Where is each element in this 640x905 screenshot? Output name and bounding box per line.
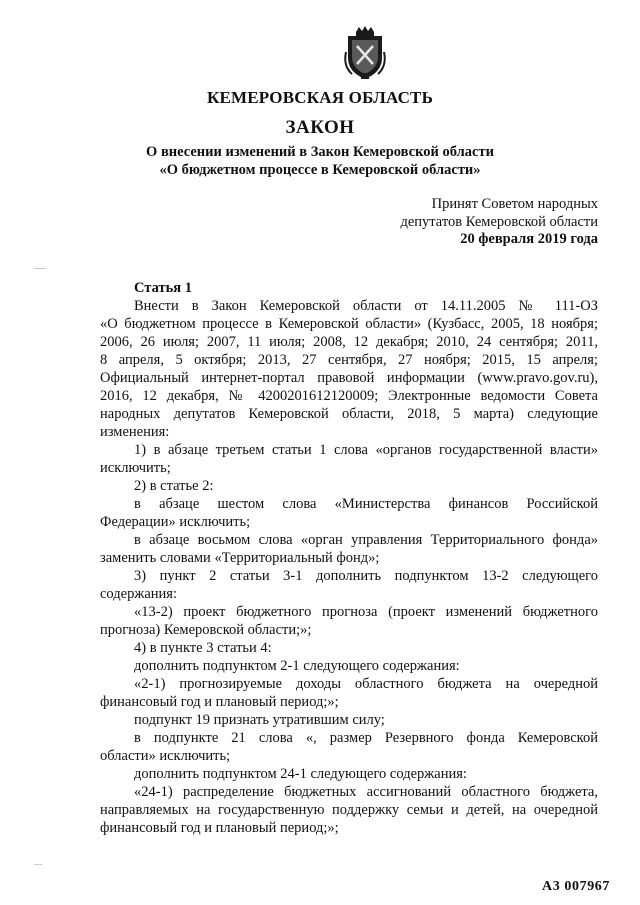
- body-line: 2) в статье 2:: [134, 478, 214, 494]
- law-subtitle-line-1: О внесении изменений в Закон Кемеровской области: [146, 144, 494, 160]
- body-line: «13-2) проект бюджетного прогноза (проект изменений бюджетного: [134, 604, 598, 620]
- body-line: 8 апреля, 5 октября; 2013, 27 сентября, 27 ноября; 2015, 15 апреля;: [100, 352, 598, 368]
- body-line: 4) в пункте 3 статьи 4:: [134, 640, 272, 656]
- body-line: Внести в Закон Кемеровской области от 14.11.2005 № 111-ОЗ: [134, 298, 598, 314]
- body-line: Федерации» исключить;: [100, 514, 251, 530]
- body-line: исключить;: [100, 460, 171, 476]
- body-line: финансовый год и плановый период;»;: [100, 694, 339, 710]
- body-line: изменения:: [100, 424, 170, 440]
- body-line: подпункт 19 признать утратившим силу;: [134, 712, 385, 728]
- adoption-block: [400, 196, 598, 249]
- body-line: содержания:: [100, 586, 178, 602]
- margin-mark: [34, 864, 42, 865]
- body-line: «24-1) распределение бюджетных ассигнований областного бюджета,: [134, 784, 598, 800]
- body-line: 2016, 12 декабря, № 4200201612120009; Электронные ведомости Совета: [100, 388, 598, 404]
- body-line: Официальный интернет-портал правовой информации (www.pravo.gov.ru),: [100, 370, 598, 386]
- body-line: 1) в абзаце третьем статьи 1 слова «органов государственной власти»: [134, 442, 598, 458]
- body-line: в абзаце восьмом слова «орган управления Территориального фонда»: [134, 532, 598, 548]
- body-line: народных депутатов Кемеровской области, 2018, 5 марта) следующие: [100, 406, 598, 422]
- adoption-date: 20 февраля 2019 года: [460, 231, 598, 247]
- body-line: направляемых на государственную поддержку семьи и детей, на очередной: [100, 802, 598, 818]
- body-line: дополнить подпунктом 2-1 следующего содержания:: [134, 658, 460, 674]
- serial-number: А3 007967: [541, 879, 610, 894]
- adoption-line-2: депутатов Кемеровской области: [400, 213, 598, 230]
- body-line: в подпункте 21 слова «, размер Резервного фонда Кемеровской: [134, 730, 598, 746]
- body-line: финансовый год и плановый период;»;: [100, 820, 339, 836]
- article-heading: Статья 1: [134, 280, 192, 296]
- body-line: 2006, 26 июля; 2007, 11 июля; 2008, 12 декабря; 2010, 24 сентября; 2011,: [100, 334, 598, 350]
- body-line: 3) пункт 2 статьи 3-1 дополнить подпунктом 13-2 следующего: [134, 568, 598, 584]
- body-line: в абзаце шестом слова «Министерства финансов Российской: [134, 496, 598, 512]
- law-subtitle-line-2: «О бюджетном процессе в Кемеровской области»: [159, 162, 481, 178]
- body-line: «2-1) прогнозируемые доходы областного бюджета на очередной: [134, 676, 598, 692]
- body-line: области» исключить;: [100, 748, 231, 764]
- adoption-line-1: Принят Советом народных: [431, 196, 598, 212]
- document-type: ЗАКОН: [285, 117, 355, 138]
- body-line: прогноза) Кемеровской области;»;: [100, 622, 312, 638]
- coat-of-arms-icon: [342, 26, 388, 82]
- body-line: «О бюджетном процессе в Кемеровской области» (Кузбасс, 2005, 18 ноября;: [100, 316, 598, 332]
- margin-mark: [34, 268, 46, 269]
- body-line: дополнить подпунктом 24-1 следующего содержания:: [134, 766, 467, 782]
- body-line: заменить словами «Территориальный фонд»;: [100, 550, 380, 566]
- region-title: КЕМЕРОВСКАЯ ОБЛАСТЬ: [206, 88, 434, 107]
